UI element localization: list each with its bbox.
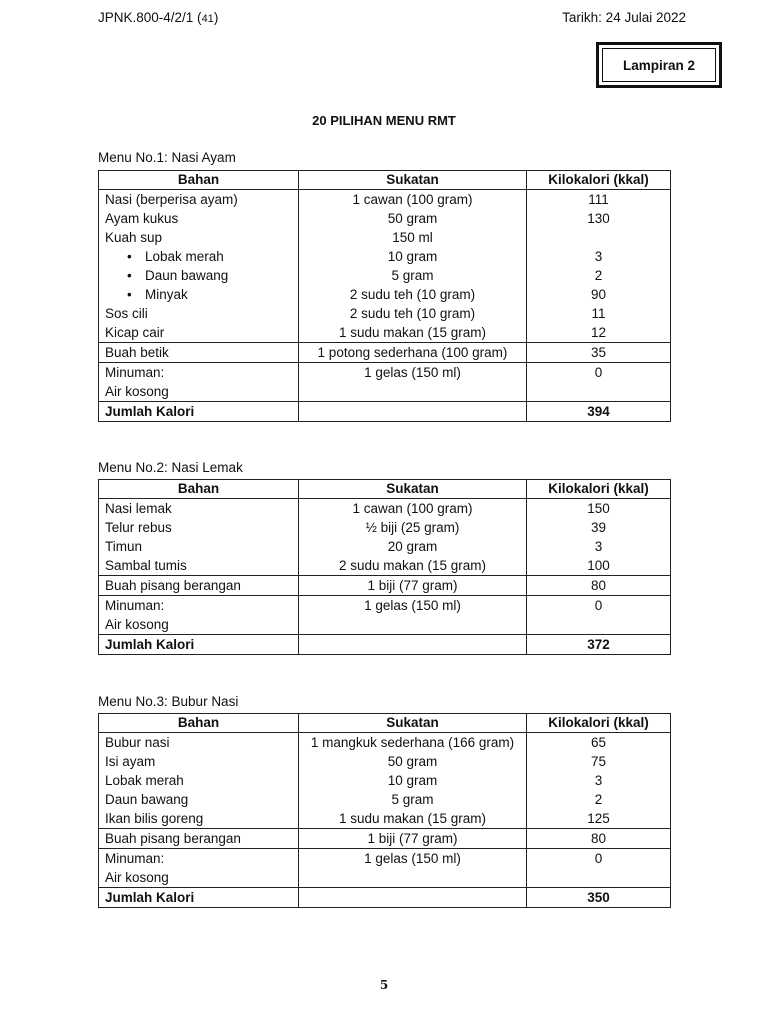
calorie-cell: 80 bbox=[527, 576, 671, 596]
measure-cell: ½ biji (25 gram) bbox=[299, 518, 527, 537]
table-header-row bbox=[99, 714, 671, 733]
total-label: Jumlah Kalori bbox=[99, 635, 299, 655]
measure-cell: 2 sudu makan (15 gram) bbox=[299, 556, 527, 576]
table-row bbox=[99, 576, 671, 596]
table-row bbox=[99, 228, 671, 247]
column-header-sukatan: Sukatan bbox=[299, 171, 527, 190]
table-row bbox=[99, 190, 671, 210]
menu-table bbox=[98, 713, 671, 908]
bullet-icon: • bbox=[127, 249, 132, 264]
ingredient-cell: Minuman: bbox=[99, 849, 299, 869]
measure-cell: 1 cawan (100 gram) bbox=[299, 190, 527, 210]
column-header-bahan: Bahan bbox=[99, 171, 299, 190]
measure-cell: 10 gram bbox=[299, 771, 527, 790]
column-header-sukatan: Sukatan bbox=[299, 714, 527, 733]
menu-table bbox=[98, 170, 671, 422]
ingredient-cell bbox=[99, 247, 299, 266]
table-row bbox=[99, 790, 671, 809]
calorie-cell: 3 bbox=[527, 771, 671, 790]
calorie-cell: 65 bbox=[527, 733, 671, 753]
measure-cell: 1 gelas (150 ml) bbox=[299, 596, 527, 616]
calorie-cell: 39 bbox=[527, 518, 671, 537]
ingredient-cell: Ayam kukus bbox=[99, 209, 299, 228]
table-row bbox=[99, 556, 671, 576]
ingredient-cell bbox=[99, 285, 299, 304]
calorie-cell: 35 bbox=[527, 343, 671, 363]
ingredient-cell: Ikan bilis goreng bbox=[99, 809, 299, 829]
total-empty-cell bbox=[299, 888, 527, 908]
menu-title: Menu No.3: Bubur Nasi bbox=[98, 694, 239, 709]
ingredient-cell: Nasi lemak bbox=[99, 499, 299, 519]
calorie-cell: 12 bbox=[527, 323, 671, 343]
ingredient-cell: Buah pisang berangan bbox=[99, 829, 299, 849]
measure-cell: 50 gram bbox=[299, 209, 527, 228]
calorie-cell: 75 bbox=[527, 752, 671, 771]
table-row bbox=[99, 771, 671, 790]
ingredient-cell: Air kosong bbox=[99, 382, 299, 402]
ingredient-cell: Bubur nasi bbox=[99, 733, 299, 753]
measure-cell: 50 gram bbox=[299, 752, 527, 771]
ingredient-name: Lobak merah bbox=[145, 249, 224, 264]
calorie-cell: 3 bbox=[527, 537, 671, 556]
table-header-row bbox=[99, 480, 671, 499]
total-calories: 350 bbox=[527, 888, 671, 908]
measure-cell bbox=[299, 382, 527, 402]
measure-cell: 1 gelas (150 ml) bbox=[299, 363, 527, 383]
measure-cell: 150 ml bbox=[299, 228, 527, 247]
document-title: 20 PILIHAN MENU RMT bbox=[312, 113, 456, 128]
calorie-cell bbox=[527, 382, 671, 402]
calorie-cell: 0 bbox=[527, 849, 671, 869]
calorie-cell: 0 bbox=[527, 596, 671, 616]
ingredient-cell: Telur rebus bbox=[99, 518, 299, 537]
bullet-icon: • bbox=[127, 287, 132, 302]
table-row bbox=[99, 596, 671, 616]
document-reference bbox=[98, 10, 218, 25]
calorie-cell: 2 bbox=[527, 266, 671, 285]
total-calories: 372 bbox=[527, 635, 671, 655]
total-row bbox=[99, 888, 671, 908]
attachment-box bbox=[596, 42, 722, 88]
table-row bbox=[99, 809, 671, 829]
ingredient-cell: Buah pisang berangan bbox=[99, 576, 299, 596]
ingredient-cell: Kicap cair bbox=[99, 323, 299, 343]
table-row bbox=[99, 247, 671, 266]
column-header-kilokalori: Kilokalori (kkal) bbox=[527, 714, 671, 733]
measure-cell: 5 gram bbox=[299, 266, 527, 285]
measure-cell: 1 mangkuk sederhana (166 gram) bbox=[299, 733, 527, 753]
total-empty-cell bbox=[299, 635, 527, 655]
calorie-cell: 100 bbox=[527, 556, 671, 576]
column-header-bahan: Bahan bbox=[99, 714, 299, 733]
total-label: Jumlah Kalori bbox=[99, 402, 299, 422]
calorie-cell: 3 bbox=[527, 247, 671, 266]
table-row bbox=[99, 615, 671, 635]
ingredient-cell: Lobak merah bbox=[99, 771, 299, 790]
column-header-bahan: Bahan bbox=[99, 480, 299, 499]
calorie-cell: 2 bbox=[527, 790, 671, 809]
measure-cell: 5 gram bbox=[299, 790, 527, 809]
ingredient-cell: Air kosong bbox=[99, 868, 299, 888]
total-row bbox=[99, 402, 671, 422]
calorie-cell: 90 bbox=[527, 285, 671, 304]
calorie-cell: 130 bbox=[527, 209, 671, 228]
column-header-sukatan: Sukatan bbox=[299, 480, 527, 499]
calorie-cell: 0 bbox=[527, 363, 671, 383]
table-row bbox=[99, 382, 671, 402]
measure-cell: 2 sudu teh (10 gram) bbox=[299, 304, 527, 323]
column-header-kilokalori: Kilokalori (kkal) bbox=[527, 480, 671, 499]
measure-cell: 10 gram bbox=[299, 247, 527, 266]
reference-code: JPNK.800-4/2/1 ( bbox=[98, 10, 202, 25]
measure-cell: 2 sudu teh (10 gram) bbox=[299, 285, 527, 304]
table-row bbox=[99, 518, 671, 537]
calorie-cell: 11 bbox=[527, 304, 671, 323]
ingredient-cell: Minuman: bbox=[99, 596, 299, 616]
ingredient-name: Minyak bbox=[145, 287, 188, 302]
calorie-cell: 150 bbox=[527, 499, 671, 519]
calorie-cell bbox=[527, 868, 671, 888]
column-header-kilokalori: Kilokalori (kkal) bbox=[527, 171, 671, 190]
menu-title: Menu No.1: Nasi Ayam bbox=[98, 150, 236, 165]
calorie-cell bbox=[527, 228, 671, 247]
ingredient-cell: Air kosong bbox=[99, 615, 299, 635]
calorie-cell bbox=[527, 615, 671, 635]
ingredient-name: Daun bawang bbox=[145, 268, 229, 283]
ingredient-cell: Kuah sup bbox=[99, 228, 299, 247]
ingredient-cell: Minuman: bbox=[99, 363, 299, 383]
bullet-icon: • bbox=[127, 268, 132, 283]
attachment-label: Lampiran 2 bbox=[602, 48, 716, 82]
measure-cell: 1 biji (77 gram) bbox=[299, 829, 527, 849]
ingredient-cell: Isi ayam bbox=[99, 752, 299, 771]
table-header-row bbox=[99, 171, 671, 190]
measure-cell: 1 gelas (150 ml) bbox=[299, 849, 527, 869]
document-date: Tarikh: 24 Julai 2022 bbox=[562, 10, 686, 25]
table-row bbox=[99, 537, 671, 556]
table-row bbox=[99, 829, 671, 849]
calorie-cell: 111 bbox=[527, 190, 671, 210]
reference-close: ) bbox=[213, 10, 219, 25]
table-row bbox=[99, 304, 671, 323]
calorie-cell: 80 bbox=[527, 829, 671, 849]
total-row bbox=[99, 635, 671, 655]
measure-cell bbox=[299, 868, 527, 888]
table-row bbox=[99, 343, 671, 363]
measure-cell bbox=[299, 615, 527, 635]
table-row bbox=[99, 733, 671, 753]
menu-title: Menu No.2: Nasi Lemak bbox=[98, 460, 243, 475]
table-row bbox=[99, 868, 671, 888]
table-row bbox=[99, 363, 671, 383]
table-row bbox=[99, 499, 671, 519]
measure-cell: 1 biji (77 gram) bbox=[299, 576, 527, 596]
measure-cell: 20 gram bbox=[299, 537, 527, 556]
ingredient-cell: Nasi (berperisa ayam) bbox=[99, 190, 299, 210]
table-row bbox=[99, 752, 671, 771]
ingredient-cell: Buah betik bbox=[99, 343, 299, 363]
total-empty-cell bbox=[299, 402, 527, 422]
table-row bbox=[99, 285, 671, 304]
measure-cell: 1 cawan (100 gram) bbox=[299, 499, 527, 519]
table-row bbox=[99, 209, 671, 228]
calorie-cell: 125 bbox=[527, 809, 671, 829]
table-row bbox=[99, 849, 671, 869]
ingredient-cell: Daun bawang bbox=[99, 790, 299, 809]
reference-number: 41 bbox=[201, 13, 214, 25]
measure-cell: 1 sudu makan (15 gram) bbox=[299, 809, 527, 829]
ingredient-cell bbox=[99, 266, 299, 285]
measure-cell: 1 potong sederhana (100 gram) bbox=[299, 343, 527, 363]
ingredient-cell: Timun bbox=[99, 537, 299, 556]
total-label: Jumlah Kalori bbox=[99, 888, 299, 908]
table-row bbox=[99, 323, 671, 343]
menu-table bbox=[98, 479, 671, 655]
measure-cell: 1 sudu makan (15 gram) bbox=[299, 323, 527, 343]
total-calories: 394 bbox=[527, 402, 671, 422]
page-number: 5 bbox=[379, 978, 389, 992]
table-row bbox=[99, 266, 671, 285]
ingredient-cell: Sos cili bbox=[99, 304, 299, 323]
ingredient-cell: Sambal tumis bbox=[99, 556, 299, 576]
